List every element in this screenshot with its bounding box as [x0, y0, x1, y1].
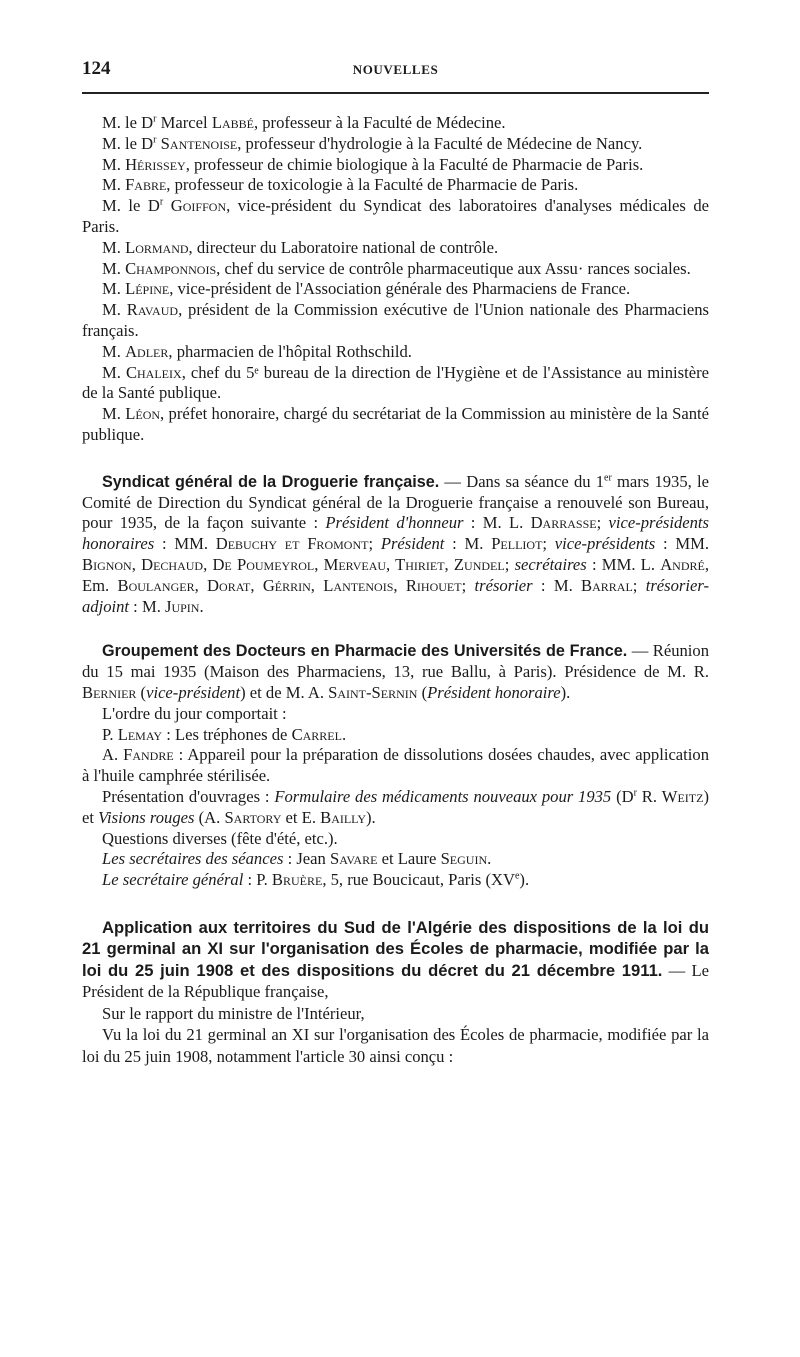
member-name: Ravaud — [126, 300, 179, 320]
member-entry: M. Champonnois, chef du service de contrôle pharmaceutique aux Assu· rances sociales. — [102, 258, 691, 278]
page-number: 124 — [82, 58, 111, 79]
member-entry: M. Fabre, professeur de toxicologie à la Faculté de Pharmacie de Paris. — [102, 175, 579, 195]
member-name: Labbé — [211, 113, 254, 132]
running-title: NOUVELLES — [352, 62, 439, 77]
groupement-paragraph: Groupement des Docteurs en Pharmacie des Universités de France. — Réunion du 15 mai 1935 (Maison des Pharmaciens, 13, rue Ballu, à Paris). Présidence de M. R. Bernier (vice-président) et de M. A. Saint-Sernin (Président honoraire). — [82, 641, 710, 702]
algerie-paragraph: Vu la loi du 21 germinal an XI sur l'organisation des Écoles de pharmacie, modifiée par la loi du 25 juin 1908, notamment l'article 30 ainsi conçu : — [82, 1025, 709, 1066]
member-name: Lormand — [125, 237, 189, 257]
member-name: Champonnois — [125, 258, 217, 278]
section-syndicat — [82, 472, 709, 618]
general-secretary-line: Le secrétaire général : P. Bruère, 5, rue Boucicaut, Paris (XVe). — [102, 870, 530, 890]
section-heading: Groupement des Docteurs en Pharmacie des Universités de France. — [102, 642, 628, 661]
member-name: Léon — [125, 404, 161, 424]
algerie-heading-paragraph: Application aux territoires du Sud de l'Algérie des dispositions de la loi du 21 germinal an XI sur l'organisation des Écoles de pharmacie, modifiée par la loi du 25 juin 1908 et des dispositions du décret du 21 décembre 1911. — Le Président de la République française, — [82, 917, 709, 1002]
member-name: Hérissey — [125, 154, 186, 174]
member-name: Fabre — [125, 175, 167, 195]
agenda-item: Questions diverses (fête d'été, etc.). — [102, 828, 338, 848]
header-rule — [82, 92, 709, 94]
agenda-item: Présentation d'ouvrages : Formulaire des médicaments nouveaux pour 1935 ($D^r$ R. Weitz) et Visions rouges (A. Sartory et E. Bailly). — [82, 786, 709, 827]
agenda-item: A. Fandre : Appareil pour la préparation de dissolutions dosées chaudes, avec application à l'huile camphrée stérilisée. — [82, 745, 709, 786]
page-header — [82, 58, 709, 88]
member-entry: M. le $D^r$ Santenoise, professeur d'hydrologie à la Faculté de Médecine de Nancy. — [102, 133, 643, 153]
member-entry: M. Adler, pharmacien de l'hôpital Rothschild. — [102, 341, 412, 361]
member-name: Adler — [125, 341, 169, 361]
algerie-paragraph: Sur le rapport du ministre de l'Intérieur, — [102, 1003, 365, 1023]
member-entry: M. le $D^r$ Goiffon, vice-président du Syndicat des laboratoires d'analyses médicales de Paris. — [82, 196, 709, 236]
member-name: Goiffon — [170, 196, 227, 216]
member-name: Chaleix — [125, 362, 182, 382]
syndicat-paragraph: Syndicat général de la Droguerie française. — Dans sa séance du 1er mars 1935, le Comité de Direction du Syndicat général de la Droguerie française a renouvelé son Bureau, pour 1935, de la façon suivante : Président d'honneur : M. L. Darrasse; vice-présidents honoraires : MM. Debuchy et Fromont; Président : M. Pelliot; vice-présidents : MM. Bignon, Dechaud, De Poumeyrol, Merveau, Thiriet, Zundel; secrétaires : MM. L. André, Em. Boulanger, Dorat, Gérrin, Lantenois, Rihouet; trésorier : M. Barral; trésorier-adjoint : M. Jupin. — [82, 471, 710, 616]
section-algerie — [82, 917, 709, 1068]
members-list — [82, 113, 709, 446]
page-body — [82, 113, 709, 1067]
member-entry: M. Lépine, vice-président de l'Association générale des Pharmaciens de France. — [102, 279, 631, 299]
member-name: Santenoise — [160, 133, 238, 153]
member-name: Lépine — [125, 279, 170, 299]
member-entry: M. Ravaud, président de la Commission exécutive de l'Union nationale des Pharmaciens français. — [82, 300, 709, 340]
secretaries-line: Les secrétaires des séances : Jean Savare et Laure Seguin. — [102, 849, 492, 869]
section-heading: Application aux territoires du Sud de l'Algérie des dispositions de la loi du 21 germinal an XI sur l'organisation des Écoles de pharmacie, modifiée par la loi du 25 juin 1908 et des dispositions du décret du 21 décembre 1911. — [82, 917, 709, 980]
agenda-item: P. Lemay : Les tréphones de Carrel. — [102, 724, 347, 744]
member-entry: M. Hérissey, professeur de chimie biologique à la Faculté de Pharmacie de Paris. — [102, 154, 644, 174]
member-entry: M. Léon, préfet honoraire, chargé du secrétariat de la Commission au ministère de la Santé publique. — [82, 404, 709, 444]
agenda-intro: L'ordre du jour comportait : — [102, 703, 287, 723]
member-entry: M. Lormand, directeur du Laboratoire national de contrôle. — [102, 237, 499, 257]
member-entry: M. Chaleix, chef du 5ᵉ bureau de la direction de l'Hygiène et de l'Assistance au ministère de la Santé publique. — [82, 362, 709, 403]
section-groupement — [82, 641, 709, 891]
member-entry: M. le $D^r$ Marcel Labbé, professeur à la Faculté de Médecine. — [102, 113, 506, 132]
section-heading: Syndicat général de la Droguerie française. — [102, 472, 440, 491]
